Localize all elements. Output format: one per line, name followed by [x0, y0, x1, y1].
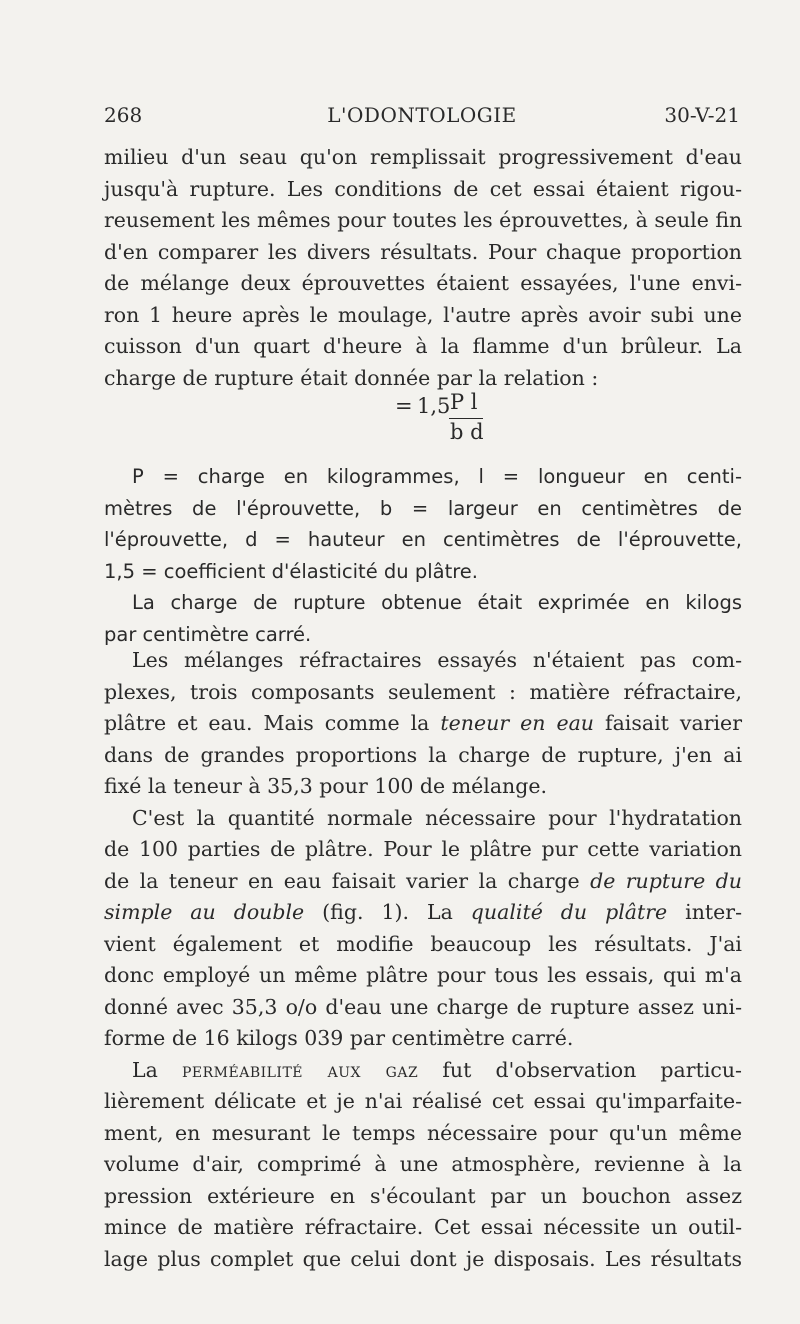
text-line: volume d'air, comprimé à une atmosphère, revienne à la	[104, 1152, 742, 1176]
text-line: forme de 16 kilogs 039 par centimètre carré.	[104, 1026, 574, 1050]
journal-title: L'ODONTOLOGIE	[327, 103, 517, 127]
text-line: La perméabilité aux gaz fut d'observation particu-	[132, 1057, 742, 1082]
text-line: 1,5 = coefficient d'élasticité du plâtre.	[104, 559, 479, 583]
text-line: donné avec 35,3 o/o d'eau une charge de rupture assez uni-	[104, 994, 742, 1019]
text-line: jusqu'à rupture. Les conditions de cet essai étaient rigou-	[104, 176, 742, 201]
text-line: La charge de rupture obtenue était exprimée en kilogs	[132, 591, 742, 614]
text-line: cuisson d'un quart d'heure à la flamme d'un brûleur. La	[104, 334, 742, 358]
text-line: milieu d'un seau qu'on remplissait progressivement d'eau	[104, 145, 742, 169]
definitions-paragraph	[104, 461, 742, 650]
rupture-formula	[395, 390, 515, 460]
paragraph-3	[104, 645, 742, 1275]
issue-date: 30-V-21	[664, 103, 740, 127]
text-line: l'éprouvette, d = hauteur en centimètres de l'éprouvette,	[104, 528, 742, 551]
text-line: de 100 parties de plâtre. Pour le plâtre pur cette variation	[104, 837, 742, 861]
text-line: ron 1 heure après le moulage, l'autre après avoir subi une	[104, 302, 742, 327]
text-line: de la teneur en eau faisait varier la charge de rupture du	[104, 868, 742, 893]
text-line: dans de grandes proportions la charge de rupture, j'en ai	[104, 742, 742, 767]
text-line: P = charge en kilogrammes, l = longueur en centi-	[132, 465, 742, 488]
text-line: par centimètre carré.	[104, 622, 312, 646]
text-line: pression extérieure en s'écoulant par un bouchon assez	[104, 1183, 742, 1208]
paragraph-1	[104, 142, 742, 394]
text-line: fixé la teneur à 35,3 pour 100 de mélange.	[104, 774, 548, 798]
text-line: donc employé un même plâtre pour tous les essais, qui m'a	[104, 963, 742, 987]
page-number: 268	[104, 103, 143, 127]
text-line: de mélange deux éprouvettes étaient essayées, l'une envi-	[104, 271, 742, 295]
text-line: Les mélanges réfractaires essayés n'étaient pas com-	[132, 648, 742, 672]
formula-denominator: b d	[450, 420, 484, 444]
fraction-bar	[449, 418, 483, 419]
formula-equals: =	[395, 394, 413, 418]
text-line: simple au double (fig. 1). La qualité du plâtre inter-	[104, 900, 743, 924]
text-line: lage plus complet que celui dont je disposais. Les résultats	[104, 1246, 742, 1271]
text-line: lièrement délicate et je n'ai réalisé cet essai qu'imparfaite-	[104, 1089, 742, 1113]
text-line: reusement les mêmes pour toutes les éprouvettes, à seule fin	[104, 208, 743, 232]
text-line: C'est la quantité normale nécessaire pour l'hydratation	[132, 805, 742, 830]
formula-coefficient: 1,5	[417, 394, 451, 418]
text-line: vient également et modifie beaucoup les résultats. J'ai	[104, 931, 742, 956]
text-line: ment, en mesurant le temps nécessaire pour qu'un même	[104, 1120, 742, 1145]
text-line: plâtre et eau. Mais comme la teneur en eau faisait varier	[104, 711, 742, 735]
text-line: plexes, trois composants seulement : matière réfractaire,	[104, 679, 742, 704]
text-line: charge de rupture était donnée par la relation :	[104, 365, 599, 390]
text-line: d'en comparer les divers résultats. Pour chaque proportion	[104, 239, 742, 264]
formula-numerator: P l	[450, 390, 478, 414]
text-line: mètres de l'éprouvette, b = largeur en centimètres de	[104, 496, 742, 520]
text-line: mince de matière réfractaire. Cet essai nécessite un outil-	[104, 1215, 742, 1239]
running-header	[104, 103, 740, 133]
